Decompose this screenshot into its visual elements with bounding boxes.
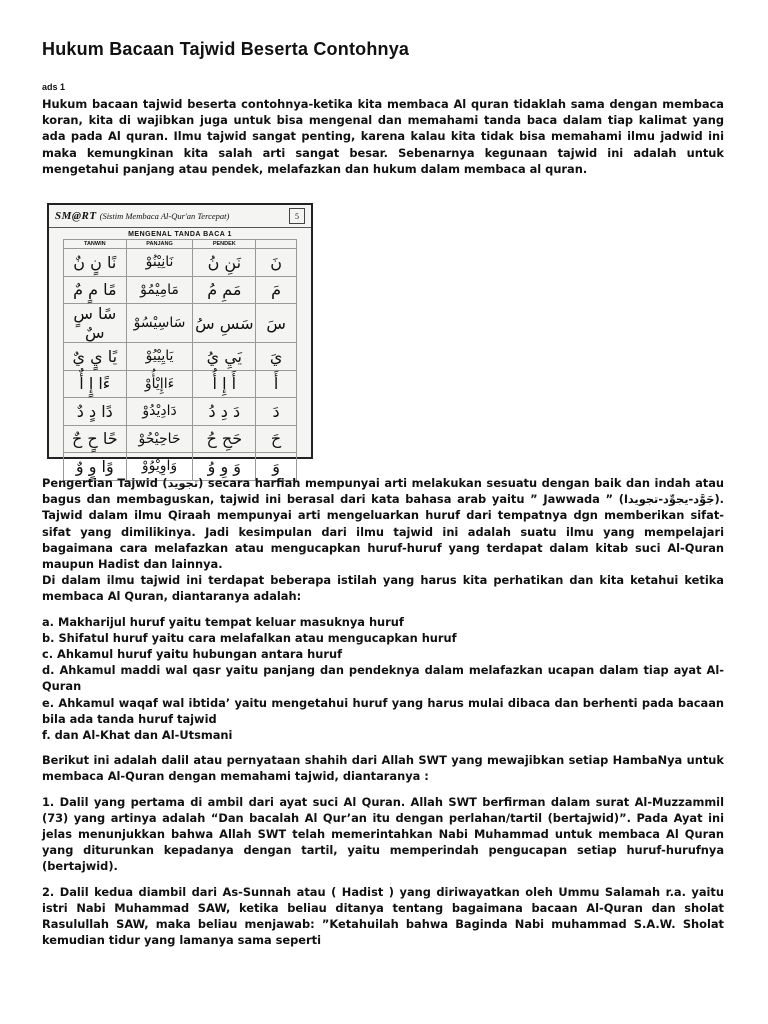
arabic-cell: يًا يٍ يٌ <box>64 343 127 371</box>
table-row <box>64 276 297 304</box>
tanda-baca-figure <box>47 203 313 476</box>
column-header: TANWIN <box>64 240 127 249</box>
dalil-intro: Berikut ini adalah dalil atau pernyataan shahih dari Allah SWT yang mewajibkan setiap HambaNya untuk membaca Al-Quran dengan memahami tajwid, diantaranya : <box>42 753 724 784</box>
arabic-cell: حَاحِيْحُوْ <box>126 425 193 453</box>
ads-label: ads 1 <box>42 82 66 92</box>
arabic-cell: ءًا إٍ أٌ <box>64 370 127 398</box>
term-item: b. Shifatul huruf yaitu cara melafalkan atau mengucapkan huruf <box>42 630 457 645</box>
arabic-cell: سًا سٍ سٌ <box>64 304 127 343</box>
arabic-cell: أَ <box>256 370 297 398</box>
arabic-cell: يَيِ يُ <box>193 343 256 371</box>
figure-header <box>49 205 311 228</box>
arabic-cell: نًا نٍ نٌ <box>64 249 127 277</box>
arabic-cell: دَ دِ دُ <box>193 398 256 426</box>
definition-arabic: تجويد <box>167 476 199 490</box>
column-header: PANJANG <box>126 240 193 249</box>
column-header <box>256 240 297 249</box>
definition-prefix: Pengertian Tajwid ( <box>42 476 168 490</box>
term-item: f. dan Al-Khat dan Al-Utsmani <box>42 728 233 743</box>
definition-middle: ) secara harfiah mempunyai arti melakukan sesuatu dengan baik dan indah atau bagus dan membaguskan, tajwid ini berasal dari kata bahasa arab yaitu ” Jawwada ” ( <box>42 476 725 507</box>
arabic-cell: نَنِ نُ <box>193 249 256 277</box>
arabic-cell: دَادِيْدُوْ <box>126 398 193 426</box>
arabic-cell: مَمِ مُ <box>193 276 256 304</box>
arabic-cell: مَ <box>256 276 297 304</box>
term-item: d. Ahkamul maddi wal qasr yaitu panjang dan pendeknya dalam melafazkan ucapan dalam tiap ayat Al-Quran <box>42 663 724 694</box>
arabic-cell: حَحِ حُ <box>193 425 256 453</box>
arabic-cell: مَامِيْمُوْ <box>126 276 193 304</box>
definition-paragraph <box>42 475 724 572</box>
definition-suffix: ). Tajwid dalam ilmu Qiraah mempunyai arti mengeluarkan huruf dari tempatnya dgn memberikan sifat-sifat yang dimilikinya. Jadi kesimpulan dari ilmu tajwid ini adalah suatu ilmu yang mempelajari bagaimana cara melafazkan atau mengucapkan huruf-huruf yang terdapat dalam kitab suci Al-Quran maupun Hadist dan lainnya. <box>42 492 724 572</box>
arabic-cell: حَ <box>256 425 297 453</box>
arabic-cell: نَانِيْنُوْ <box>126 249 193 277</box>
tanda-baca-table <box>63 239 297 481</box>
table-body <box>64 249 297 481</box>
dalil-2-paragraph: 2. Dalil kedua diambil dari As-Sunnah atau ( Hadist ) yang diriwayatkan oleh Ummu Salamah r.a. yaitu istri Nabi Muhammad SAW, ketika beliau ditanya tentang bagaimana bacaan Al-Quran dan sholat Rasulullah SAW, maka beliau menjawab: ”Ketahuilah bahwa Baginda Nabi muhammad S.A.W. Sholat kemudian tidur yang lamanya sama seperti <box>42 884 724 948</box>
arabic-cell: نَ <box>256 249 297 277</box>
definition-arabic-2: جَوَّد-يجوِّد-تجويدا <box>623 492 715 507</box>
arabic-cell: حًا حٍ حٌ <box>64 425 127 453</box>
table-row <box>64 304 297 343</box>
arabic-cell: دًا دٍ دٌ <box>64 398 127 426</box>
terms-intro: Di dalam ilmu tajwid ini terdapat beberapa istilah yang harus kita perhatikan dan kita ketahui ketika membaca Al Quran, diantaranya adalah: <box>42 573 724 604</box>
intro-paragraph: Hukum bacaan tajwid beserta contohnya-ketika kita membaca Al quran tidaklah sama dengan membaca koran, kita di wajibkan juga untuk bisa mengenal dan memahami tanda baca dalam tiap kalimat yang ada pada Al quran. Ilmu tajwid sangat penting, karena kalau kita tidak bisa memahami ilmu jadwid ini maka kemungkinan kita salah arti sangat besar. Sebenarnya kegunaan tajwid ini adalah untuk mengetahui panjang atau pendek, melafazkan dan hukum dalam membaca al quran. <box>42 97 724 176</box>
main-content <box>42 475 724 948</box>
arabic-cell: وَ وِ وُ <box>193 453 256 481</box>
table-row <box>64 249 297 277</box>
term-item: a. Makharijul huruf yaitu tempat keluar masuknya huruf <box>42 614 404 629</box>
table-row <box>64 370 297 398</box>
dalil-1-paragraph: 1. Dalil yang pertama di ambil dari ayat suci Al Quran. Allah SWT berfirman dalam surat Al-Muzzammil (73) yang artinya adalah “Dan bacalah Al Qur’an itu dengan perlahan/tartil (bertajwid)”. Pada Ayat ini jelas menunjukkan bahwa Allah SWT telah memerintahkan Nabi Muhammad untuk membaca Al Quran yang diturunkan kepadanya dengan tartil, yaitu memperindah pengucapan setiap huruf-hurufnya (bertajwid). <box>42 794 724 874</box>
arabic-cell: يَايِيْيُوْ <box>126 343 193 371</box>
arabic-cell: مًا مٍ مٌ <box>64 276 127 304</box>
arabic-cell: سَسِ سُ <box>193 304 256 343</box>
page-title: Hukum Bacaan Tajwid Beserta Contohnya <box>42 39 410 59</box>
figure-brand: SM@RT <box>55 210 97 222</box>
arabic-cell: وًا وٍ وٌ <box>64 453 127 481</box>
arabic-cell: وَ <box>256 453 297 481</box>
arabic-cell: سَاسِيْسُوْ <box>126 304 193 343</box>
arabic-cell: سَ <box>256 304 297 343</box>
arabic-cell: دَ <box>256 398 297 426</box>
table-row <box>64 398 297 426</box>
table-row <box>64 425 297 453</box>
figure-page-number: 5 <box>289 208 305 224</box>
arabic-cell: وَاوِيْوُوْ <box>126 453 193 481</box>
intro-section <box>42 96 724 177</box>
term-item: e. Ahkamul waqaf wal ibtida’ yaitu mengetahui huruf yang harus mulai dibaca dan berhenti pada bacaan bila ada tanda huruf tajwid <box>42 695 724 726</box>
table-row <box>64 343 297 371</box>
term-item: c. Ahkamul huruf yaitu hubungan antara huruf <box>42 647 343 662</box>
column-header: PENDEK <box>193 240 256 249</box>
arabic-cell: ءَاإِيْأُوْ <box>126 370 193 398</box>
arabic-cell: أَ إِ أُ <box>193 370 256 398</box>
figure-table-title: MENGENAL TANDA BACA 1 <box>128 231 232 238</box>
table-header-row <box>64 240 297 249</box>
arabic-cell: يَ <box>256 343 297 371</box>
figure-subtitle: (Sistim Membaca Al-Qur'an Tercepat) <box>99 211 230 221</box>
